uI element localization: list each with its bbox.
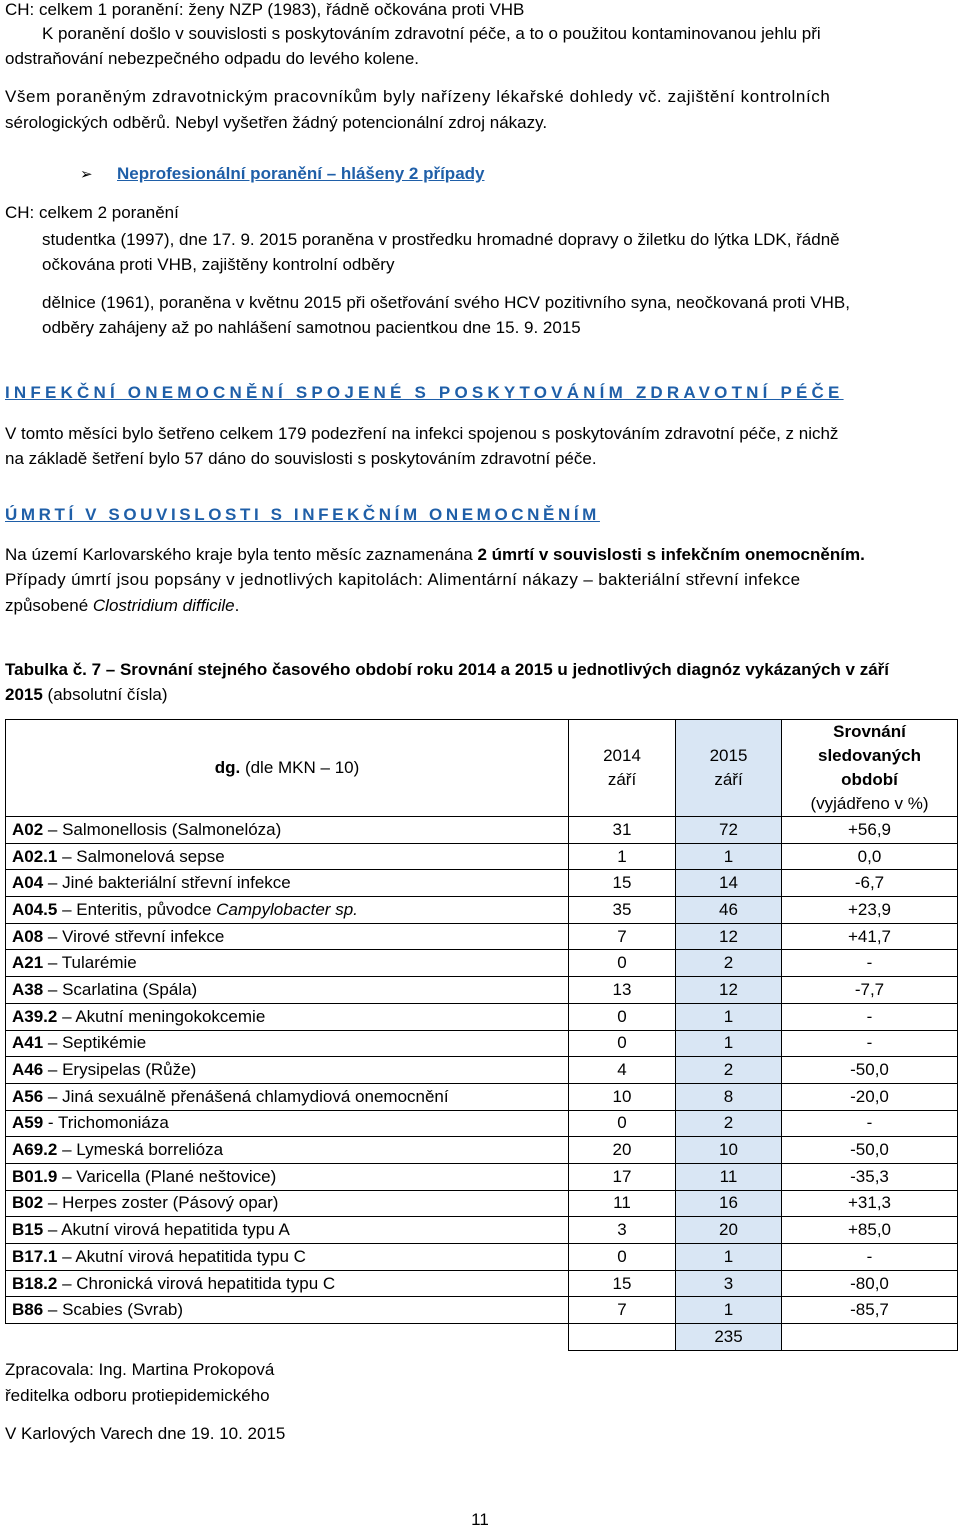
diagnosis-desc: – Akutní virová hepatitida typu A [43, 1220, 290, 1240]
value-2015: 8 [676, 1083, 782, 1110]
diagnosis-code: A21 [12, 953, 44, 973]
value-change-pct: -20,0 [782, 1083, 958, 1110]
value-2014: 17 [569, 1163, 676, 1190]
blank-cell [782, 1324, 958, 1351]
value-change-pct: - [782, 1110, 958, 1137]
injury-desc-line: odstraňování nebezpečného odpadu do levého kolene. [5, 49, 420, 68]
diagnosis-comparison-table [5, 719, 958, 1351]
value-2014: 31 [569, 817, 676, 844]
diagnosis-code: A04 [12, 873, 44, 893]
value-2014: 7 [569, 1297, 676, 1324]
table-row [6, 1030, 958, 1057]
diagnosis-desc: – Salmonelová sepse [57, 846, 225, 866]
diagnosis-cell [6, 1217, 569, 1244]
value-change-pct: - [782, 1030, 958, 1057]
diagnosis-cell [6, 950, 569, 977]
diagnosis-code: A46 [12, 1060, 44, 1080]
value-2015: 12 [676, 923, 782, 950]
table-row [6, 1190, 958, 1217]
prepared-by-title: ředitelka odboru protiepidemického [5, 1386, 270, 1405]
diagnosis-cell [6, 1270, 569, 1297]
value-2015: 10 [676, 1137, 782, 1164]
value-2015: 11 [676, 1163, 782, 1190]
case1-line: očkována proti VHB, zajištěny kontrolní odběry [42, 255, 395, 274]
blank-cell [569, 1324, 676, 1351]
header-dg-bold: dg. [214, 758, 241, 777]
blank-cell [6, 1324, 569, 1351]
table-row [6, 923, 958, 950]
table-row [6, 1163, 958, 1190]
diagnosis-code: A69.2 [12, 1140, 58, 1160]
caption-rest: (absolutní čísla) [42, 685, 168, 704]
deaths-paragraph-line: Případy úmrtí jsou popsány v jednotlivých kapitolách: Alimentární nákazy – bakteriální střevní infekce [5, 570, 801, 589]
caption-year: 2015 [5, 685, 43, 704]
value-2015: 1 [676, 843, 782, 870]
value-2014: 15 [569, 870, 676, 897]
value-2015: 14 [676, 870, 782, 897]
deaths-text: Na území Karlovarského kraje byla tento měsíc zaznamenána [5, 545, 478, 564]
pathogen-name: Clostridium difficile [92, 596, 235, 615]
diagnosis-desc: – Herpes zoster (Pásový opar) [43, 1193, 279, 1213]
ch1-text: ženy NZP (1983), řádně očkována proti VHB [183, 0, 525, 19]
value-change-pct: -50,0 [782, 1137, 958, 1164]
value-change-pct: -35,3 [782, 1163, 958, 1190]
diagnosis-code: A02.1 [12, 846, 58, 866]
header-cmp-line3: (vyjádřeno v %) [810, 794, 929, 813]
table-row [6, 1137, 958, 1164]
case2-line: dělnice (1961), poraněna v květnu 2015 při ošetřování svého HCV pozitivního syna, neočkovaná proti VHB, [42, 293, 850, 312]
diagnosis-desc: – Virové střevní infekce [43, 926, 225, 946]
value-change-pct: -50,0 [782, 1057, 958, 1084]
diagnosis-cell [6, 923, 569, 950]
diagnosis-code: A38 [12, 979, 44, 999]
diagnosis-code: B86 [12, 1300, 44, 1320]
diagnosis-code: A59 [12, 1113, 44, 1133]
value-change-pct: -85,7 [782, 1297, 958, 1324]
diagnosis-desc-italic: Campylobacter sp. [216, 899, 358, 919]
diagnosis-cell [6, 1083, 569, 1110]
diagnosis-desc: – Akutní virová hepatitida typu C [57, 1246, 306, 1266]
value-2014: 10 [569, 1083, 676, 1110]
table-row [6, 1270, 958, 1297]
value-2014: 0 [569, 950, 676, 977]
diagnosis-code: A56 [12, 1086, 44, 1106]
diagnosis-desc: – Erysipelas (Růže) [43, 1060, 197, 1080]
diagnosis-desc: – Salmonellosis (Salmonelóza) [43, 819, 282, 839]
diagnosis-cell [6, 870, 569, 897]
table-row [6, 817, 958, 844]
section-heading-infections: INFEKČNÍ ONEMOCNĚNÍ SPOJENÉ S POSKYTOVÁNÍM ZDRAVOTNÍ PÉČE [5, 383, 844, 402]
page-number: 11 [471, 1510, 489, 1529]
diagnosis-desc: – Chronická virová hepatitida typu C [57, 1273, 336, 1293]
value-2014: 4 [569, 1057, 676, 1084]
deaths-count-bold: 2 úmrtí v souvislosti s infekčním onemocněním. [477, 545, 865, 564]
value-2015: 16 [676, 1190, 782, 1217]
table-row [6, 1217, 958, 1244]
value-change-pct: +85,0 [782, 1217, 958, 1244]
table-caption: Tabulka č. 7 – Srovnání stejného časového období roku 2014 a 2015 u jednotlivých diagnóz vykázaných v září [5, 660, 889, 679]
header-dg-rest: (dle MKN – 10) [240, 758, 360, 777]
table-row [6, 843, 958, 870]
table-row [6, 870, 958, 897]
diagnosis-code: A39.2 [12, 1006, 58, 1026]
diagnosis-desc: – Scabies (Svrab) [43, 1300, 184, 1320]
section-heading-deaths: ÚMRTÍ V SOUVISLOSTI S INFEKČNÍM ONEMOCNĚNÍM [5, 505, 600, 524]
value-change-pct: 0,0 [782, 843, 958, 870]
value-2015: 20 [676, 1217, 782, 1244]
value-2015: 3 [676, 1270, 782, 1297]
value-change-pct: - [782, 950, 958, 977]
value-change-pct: -80,0 [782, 1270, 958, 1297]
diagnosis-desc: – Enteritis, původce [57, 899, 217, 919]
diagnosis-code: A08 [12, 926, 44, 946]
diagnosis-desc: – Akutní meningokokcemie [57, 1006, 266, 1026]
table-header-row [6, 720, 958, 817]
diagnosis-cell [6, 1244, 569, 1271]
diagnosis-desc: – Tularémie [43, 953, 137, 973]
value-2014: 0 [569, 1003, 676, 1030]
case2-line: odběry zahájeny až po nahlášení samotnou pacientkou dne 15. 9. 2015 [42, 318, 581, 337]
header-cmp-line2: sledovaných období [818, 746, 921, 789]
diagnosis-code: A41 [12, 1033, 44, 1053]
table-row [6, 1297, 958, 1324]
diagnosis-desc: - Trichomoniáza [43, 1113, 169, 1133]
deaths-paragraph-line [5, 545, 865, 565]
diagnosis-cell [6, 1030, 569, 1057]
diagnosis-cell [6, 843, 569, 870]
value-2014: 0 [569, 1244, 676, 1271]
value-2014: 1 [569, 843, 676, 870]
value-2014: 11 [569, 1190, 676, 1217]
diagnosis-desc: – Varicella (Plané neštovice) [57, 1166, 277, 1186]
value-2014: 0 [569, 1110, 676, 1137]
value-2014: 35 [569, 897, 676, 924]
diagnosis-cell [6, 1057, 569, 1084]
value-2015: 72 [676, 817, 782, 844]
header-month-2015: září [714, 770, 743, 789]
value-2015: 2 [676, 950, 782, 977]
diagnosis-desc: – Lymeská borrelióza [57, 1140, 224, 1160]
diagnosis-cell [6, 897, 569, 924]
diagnosis-desc: – Scarlatina (Spála) [43, 979, 198, 999]
injury-desc-line: K poranění došlo v souvislosti s poskytováním zdravotní péče, a to o použitou kontaminovanou jehlu při [42, 24, 821, 43]
table-row [6, 977, 958, 1004]
value-2015: 12 [676, 977, 782, 1004]
value-2014: 3 [569, 1217, 676, 1244]
value-2014: 0 [569, 1030, 676, 1057]
value-2014: 20 [569, 1137, 676, 1164]
diagnosis-cell [6, 1190, 569, 1217]
supervision-line: sérologických odběrů. Nebyl vyšetřen žádný potencionální zdroj nákazy. [5, 113, 548, 132]
value-2015: 1 [676, 1030, 782, 1057]
value-change-pct: +23,9 [782, 897, 958, 924]
value-change-pct: -6,7 [782, 870, 958, 897]
table-row [6, 950, 958, 977]
diagnosis-code: B18.2 [12, 1273, 58, 1293]
place-date: V Karlových Varech dne 19. 10. 2015 [5, 1424, 286, 1443]
value-change-pct: - [782, 1244, 958, 1271]
value-2014: 13 [569, 977, 676, 1004]
header-dg [6, 720, 569, 817]
diagnosis-cell [6, 1003, 569, 1030]
table-caption-line2 [5, 685, 168, 705]
header-comparison [782, 720, 958, 817]
diagnosis-cell [6, 977, 569, 1004]
diagnosis-desc: – Jiná sexuálně přenášená chlamydiová onemocnění [43, 1086, 449, 1106]
header-cmp-line1: Srovnání [833, 722, 906, 741]
diagnosis-cell [6, 1163, 569, 1190]
value-2014: 15 [569, 1270, 676, 1297]
header-2014 [569, 720, 676, 817]
value-change-pct: -7,7 [782, 977, 958, 1004]
diagnosis-code: A04.5 [12, 899, 58, 919]
value-2015: 1 [676, 1244, 782, 1271]
header-2015 [676, 720, 782, 817]
value-2015: 1 [676, 1297, 782, 1324]
infections-paragraph-line: na základě šetření bylo 57 dáno do souvislosti s poskytováním zdravotní péče. [5, 449, 597, 468]
diagnosis-desc: – Jiné bakteriální střevní infekce [43, 873, 291, 893]
table-total-row [6, 1324, 958, 1351]
table-row [6, 1003, 958, 1030]
diagnosis-code: A02 [12, 819, 44, 839]
nonprof-title: Neprofesionální poranění – hlášeny 2 případy [117, 164, 485, 183]
case1-line: studentka (1997), dne 17. 9. 2015 poraněna v prostředku hromadné dopravy o žiletku do lýtka LDK, řádně [42, 230, 840, 249]
diagnosis-cell [6, 817, 569, 844]
ch1-line [5, 0, 524, 20]
supervision-line: Všem poraněným zdravotnickým pracovníkům byly nařízeny lékařské dohledy vč. zajištění kontrolních [5, 87, 831, 106]
value-2015: 46 [676, 897, 782, 924]
value-2015: 2 [676, 1110, 782, 1137]
value-2015: 1 [676, 1003, 782, 1030]
value-change-pct: +56,9 [782, 817, 958, 844]
total-2015: 235 [676, 1324, 782, 1351]
diagnosis-cell [6, 1110, 569, 1137]
arrow-bullet-icon: ➢ [80, 166, 93, 183]
diagnosis-code: B01.9 [12, 1166, 58, 1186]
deaths-paragraph-line [5, 596, 239, 616]
prepared-by: Zpracovala: Ing. Martina Prokopová [5, 1360, 275, 1379]
diagnosis-code: B17.1 [12, 1246, 58, 1266]
diagnosis-code: B02 [12, 1193, 44, 1213]
table-row [6, 897, 958, 924]
nonprof-ch-label: CH: celkem 2 poranění [5, 203, 179, 222]
infections-paragraph-line: V tomto měsíci bylo šetřeno celkem 179 podezření na infekci spojenou s poskytováním zdravotní péče, z nichž [5, 424, 839, 443]
value-change-pct: +31,3 [782, 1190, 958, 1217]
table-row [6, 1057, 958, 1084]
header-year-2015: 2015 [709, 746, 748, 765]
table-row [6, 1244, 958, 1271]
diagnosis-cell [6, 1137, 569, 1164]
header-year-2014: 2014 [603, 746, 641, 765]
deaths-text: způsobené [5, 596, 93, 615]
value-2014: 7 [569, 923, 676, 950]
header-month-2014: září [607, 770, 637, 789]
diagnosis-desc: – Septikémie [43, 1033, 147, 1053]
deaths-text: . [234, 596, 240, 615]
value-change-pct: - [782, 1003, 958, 1030]
table-row [6, 1083, 958, 1110]
table-row [6, 1110, 958, 1137]
ch1-prefix: CH: celkem 1 poranění: [5, 0, 184, 19]
table-body [6, 817, 958, 1351]
value-2015: 2 [676, 1057, 782, 1084]
diagnosis-code: B15 [12, 1220, 44, 1240]
diagnosis-cell [6, 1297, 569, 1324]
value-change-pct: +41,7 [782, 923, 958, 950]
